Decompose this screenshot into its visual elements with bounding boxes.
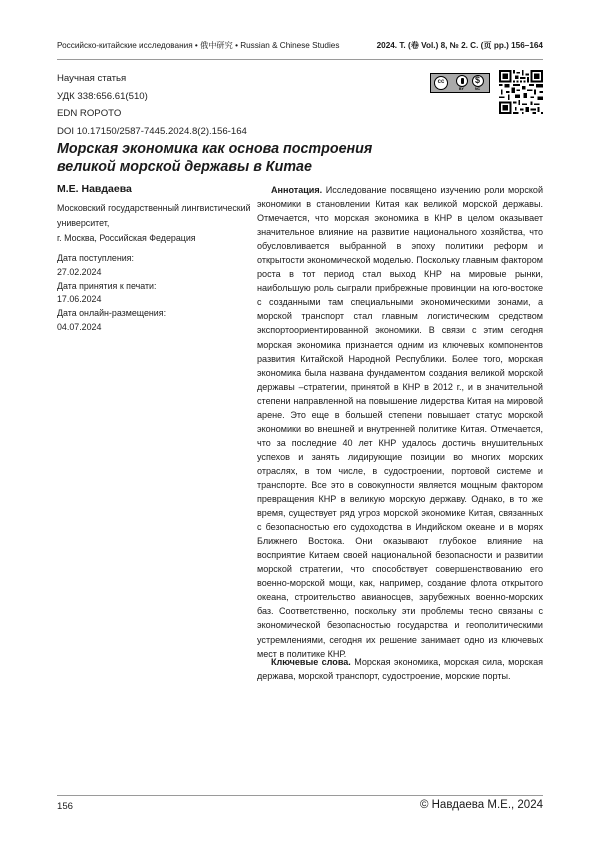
accepted-label: Дата принятия к печати: (57, 280, 157, 291)
keywords (257, 655, 543, 683)
cc-logo: cc (434, 76, 448, 90)
udc-code: УДК 338:656.61(510) (57, 90, 148, 102)
by-icon (456, 75, 468, 87)
nc-icon (472, 75, 484, 87)
nc-label: NC (475, 87, 481, 91)
abstract (257, 183, 543, 661)
edn-code: EDN ROPOTO (57, 108, 122, 119)
copyright-notice: © Навдаева М.Е., 2024 (419, 799, 543, 811)
by-label: BY (459, 87, 464, 91)
qr-code-icon[interactable] (499, 70, 543, 114)
affiliation-city: г. Москва, Российская Федерация (57, 233, 196, 243)
article-type: Научная статья (57, 73, 127, 84)
received-label: Дата поступления: (57, 253, 134, 263)
journal-name: Российско-китайские исследования • 俄中研究 • Russian & Chinese Studies (57, 41, 340, 50)
license-badges (430, 70, 543, 116)
header-divider (57, 59, 543, 60)
cc-by-nc-icon[interactable] (430, 73, 490, 93)
article-title: Морская экономика как основа построения великой морской державы в Китае (57, 141, 373, 175)
author-affiliation (57, 201, 257, 246)
running-header (57, 40, 543, 54)
author-name: М.Е. Навдаева (57, 183, 132, 195)
doi-link[interactable]: DOI 10.17150/2587-7445.2024.8(2).156-164 (57, 125, 247, 137)
footer-divider (57, 795, 543, 796)
online-label: Дата онлайн-размещения: (57, 308, 167, 319)
page-number: 156 (57, 801, 74, 812)
keywords-label: Ключевые слова. (271, 657, 351, 667)
article-dates (57, 252, 247, 335)
issue-info: 2024. Т. (卷 Vol.) 8, № 2. С. (页 pp.) 156–164 (376, 41, 543, 50)
affiliation-institution: Московский государственный лингвистический университет, (57, 203, 251, 228)
abstract-label: Аннотация. (271, 185, 323, 195)
keywords-text: Морская экономика, морская сила, морская держава, морской транспорт, судостроение, морские порты. (257, 657, 544, 682)
online-date: 04.07.2024 (57, 321, 102, 332)
article-meta (57, 70, 247, 140)
received-date: 27.02.2024 (57, 266, 102, 277)
abstract-text: Исследование посвящено изучению роли морской экономики в становлении Китая как великой морской державы. Отмечается, что морская экономика в КНР в целом оказывает значительное влияние на развитие национального хозяйства, что обусловливается выбранной в эпоху политики реформ и открытости экономической моделью. Поскольку главным фактором роста в тот период стал выход КНР на мировые рынки, наибольшую роль сыграли прибрежные провинции на юго-востоке с созданными там специальными экономическими зонами, а морской транспорт стал главным логистическим средством экспортоориентированной экономики. В связи с этим сегодня морская экономика признается одним из ключевых компонентов развития Китайской Народной Республики. Более того, морская экономика была названа фундаментом создания великой морской державы –стратегии, принятой в КНР в 2012 г., и в значительной степени направленной на повышение лидерства Китая на мировой арене. Это еще в большей степени повышает статус морской экономики во внешней и внутренней политике Китая. Отмечается, что за последние 40 лет КНР удалось достичь внушительных успехов и занять лидирующие позиции во многих морских отраслях, в том числе, в судостроении, портовой системе и транспорте. Все это в совокупности является мощным фактором превращения КНР в великую морскую державу. Однако, в то же время, существует ряд угроз морской экономике Китая, связанных с безопасностью его судоходства в Индийском океане и в морях Ближнего Востока. Они оказывают глубокое влияние на восприятие Китаем своей национальной безопасности и развитии морской стратегии, что способствует совершенствованию его военно-морской мощи, как, например, создание флота открытого океана, строительство авианосцев, зарубежных военно-морских баз. Соответственно, поскольку эти проблемы тесно связаны с экономической безопасностью государства и геополитическими устремлениями, сегодня их решение занимает одно из ключевых мест в политике КНР. (257, 185, 543, 659)
accepted-date: 17.06.2024 (57, 294, 102, 305)
